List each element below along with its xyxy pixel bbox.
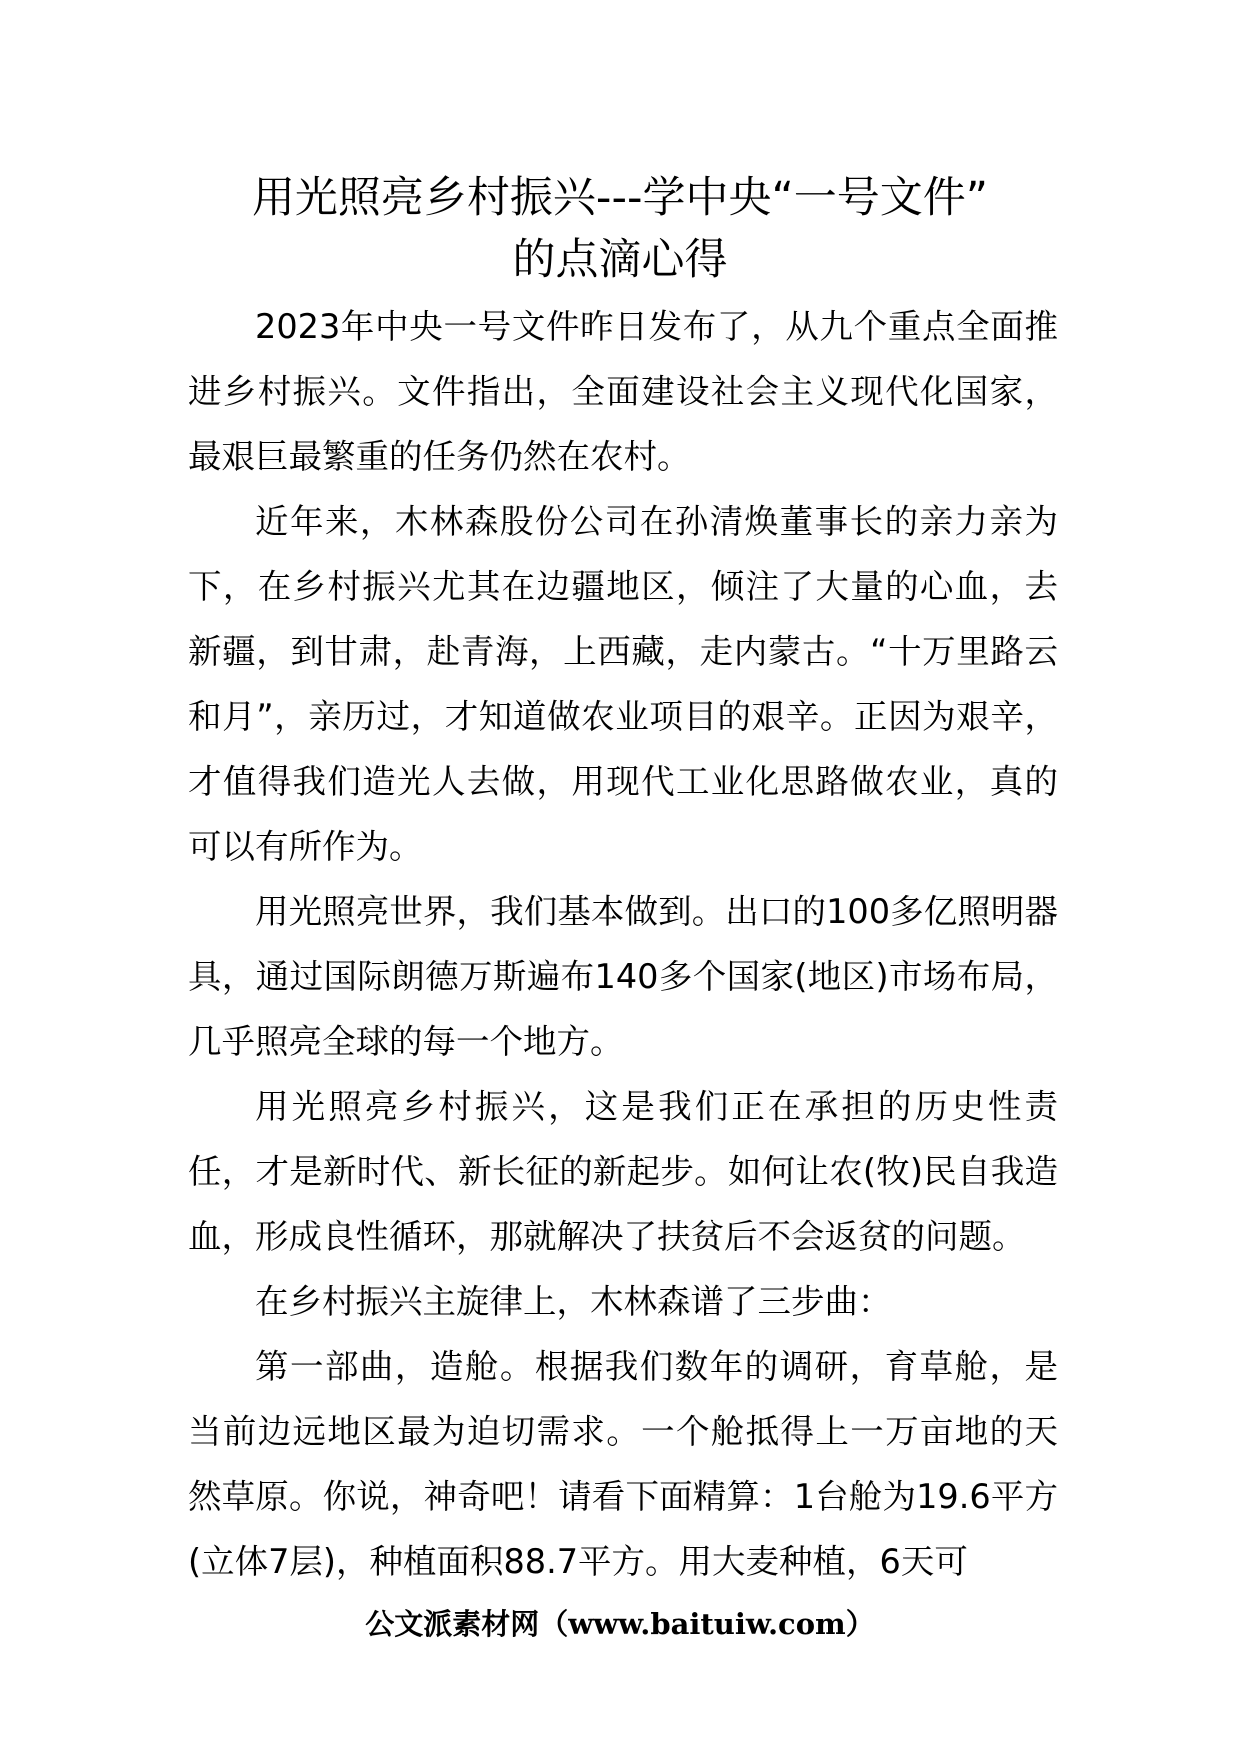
paragraph-3: 用光照亮世界，我们基本做到。出口的100多亿照明器具，通过国际朗德万斯遍布140多个国家(地区)市场布局，几乎照亮全球的每一个地方。 [188, 892, 1058, 1061]
paragraph-6: 第一部曲，造舱。根据我们数年的调研，育草舱，是当前边远地区最为迫切需求。一个舱抵得上一万亩地的天然草原。你说，神奇吧！请看下面精算：1台舱为19.6平方(立体7层)，种植面积88.7平方。用大麦种植，6天可 [188, 1347, 1058, 1581]
paragraph-5: 在乡村振兴主旋律上，木林森谱了三步曲： [255, 1282, 892, 1321]
paragraph-2: 近年来，木林森股份公司在孙清焕董事长的亲力亲为下，在乡村振兴尤其在边疆地区，倾注了大量的心血，去新疆，到甘肃，赴青海，上西藏，走内蒙古。“十万里路云和月”，亲历过，才知道做农业项目的艰辛。正因为艰辛，才值得我们造光人去做，用现代工业化思路做农业，真的可以有所作为。 [188, 502, 1058, 866]
footer-watermark: 公文派素材网（www.baituiw.com） [365, 1607, 875, 1641]
document-title-line2: 的点滴心得 [512, 235, 728, 285]
document-title-line1: 用光照亮乡村振兴---学中央“一号文件” [251, 173, 989, 223]
paragraph-1: 2023年中央一号文件昨日发布了，从九个重点全面推进乡村振兴。文件指出，全面建设社会主义现代化国家，最艰巨最繁重的任务仍然在农村。 [188, 307, 1058, 476]
document-body [188, 294, 1058, 1594]
paragraph-4: 用光照亮乡村振兴，这是我们正在承担的历史性责任，才是新时代、新长征的新起步。如何让农(牧)民自我造血，形成良性循环，那就解决了扶贫后不会返贫的问题。 [188, 1087, 1058, 1256]
